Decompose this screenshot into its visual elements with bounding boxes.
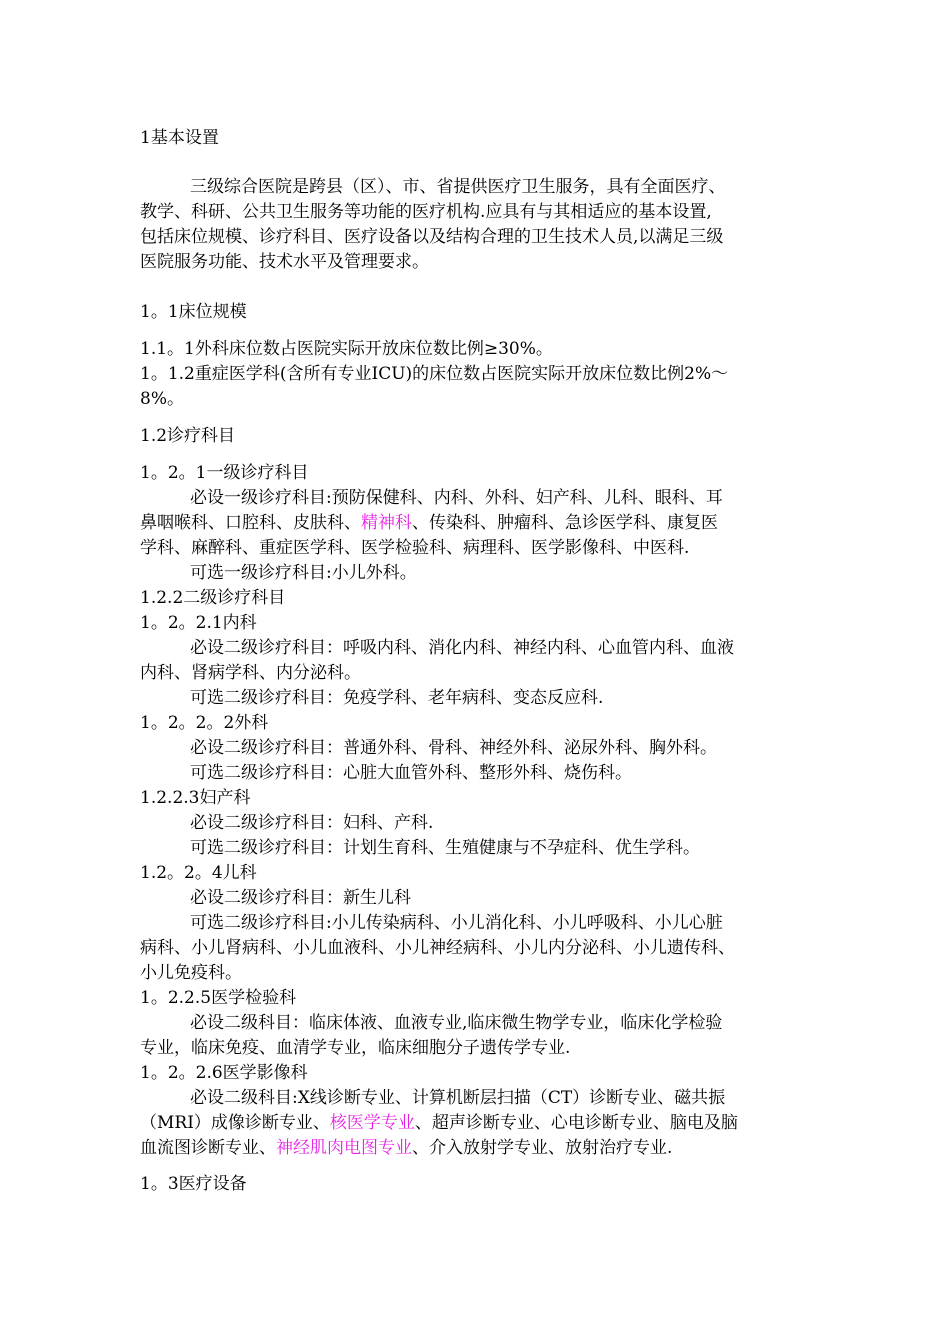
section-heading-1-3: 1。3医疗设备	[140, 1174, 247, 1194]
highlight-psychiatry: 精神科	[361, 513, 412, 533]
ek-opt-line-3: 小儿免疫科。	[140, 963, 242, 983]
heading-1-2-2-5: 1。2.2.5医学检验科	[140, 988, 297, 1008]
item-1-1-1: 1.1。1外科床位数占医院实际开放床位数比例≥30%。	[140, 339, 553, 359]
wk-req-line: 必设二级诊疗科目：普通外科、骨科、神经外科、泌尿外科、胸外科。	[190, 738, 717, 758]
heading-1-2-2: 1.2.2二级诊疗科目	[140, 588, 286, 608]
opt1-line: 可选一级诊疗科目:小儿外科。	[190, 563, 417, 583]
fc-req-line: 必设二级诊疗科目：妇科、产科.	[190, 813, 434, 833]
heading-1-2-2-6: 1。2。2.6医学影像科	[140, 1063, 308, 1083]
section-heading-1: 1基本设置	[140, 128, 219, 148]
ek-opt-line-1: 可选二级诊疗科目:小儿传染病科、小儿消化科、小儿呼吸科、小儿心脏	[190, 913, 723, 933]
yx-line-2	[140, 1111, 738, 1135]
req1-line-2-part-2: 、传染科、肿瘤科、急诊医学科、康复医	[412, 513, 718, 533]
intro-line-2: 教学、科研、公共卫生服务等功能的医疗机构.应具有与其相适应的基本设置,	[140, 202, 712, 222]
yx-line-3	[140, 1136, 672, 1160]
req1-line-2-part-1: 鼻咽喉科、口腔科、皮肤科、	[140, 513, 361, 533]
jy-req-line-2: 专业，临床免疫、血清学专业，临床细胞分子遗传学专业.	[140, 1038, 571, 1058]
req1-line-3: 学科、麻醉科、重症医学科、医学检验科、病理科、医学影像科、中医科.	[140, 538, 690, 558]
item-1-1-2-line-1: 1。1.2重症医学科(含所有专业ICU)的床位数占医院实际开放床位数比例2%～	[140, 364, 729, 384]
req1-line-2	[140, 511, 718, 535]
heading-1-2-2-3: 1.2.2.3妇产科	[140, 788, 251, 808]
yx-line-2-part-2: 、超声诊断专业、心电诊断专业、脑电及脑	[414, 1113, 738, 1133]
ek-req-line: 必设二级诊疗科目：新生儿科	[190, 888, 411, 908]
nk-req-line-2: 内科、肾病学科、内分泌科。	[140, 663, 361, 683]
highlight-nuclear-medicine: 核医学专业	[329, 1113, 415, 1133]
heading-1-2-2-4: 1.2。2。4儿科	[140, 863, 257, 883]
item-1-1-2-line-2: 8%。	[140, 389, 184, 409]
yx-line-3-part-2: 、介入放射学专业、放射治疗专业.	[412, 1138, 673, 1158]
nk-opt-line: 可选二级诊疗科目：免疫学科、老年病科、变态反应科.	[190, 688, 604, 708]
wk-opt-line: 可选二级诊疗科目：心脏大血管外科、整形外科、烧伤科。	[190, 763, 632, 783]
fc-opt-line: 可选二级诊疗科目：计划生育科、生殖健康与不孕症科、优生学科。	[190, 838, 700, 858]
req1-line-1: 必设一级诊疗科目:预防保健科、内科、外科、妇产科、儿科、眼科、耳	[190, 488, 723, 508]
jy-req-line-1: 必设二级科目：临床体液、血液专业,临床微生物学专业，临床化学检验	[190, 1013, 723, 1033]
heading-1-2-2-2: 1。2。2。2外科	[140, 713, 269, 733]
highlight-emg: 神经肌肉电图专业	[276, 1138, 412, 1158]
section-heading-1-1: 1。1床位规模	[140, 302, 247, 322]
section-heading-1-2: 1.2诊疗科目	[140, 426, 236, 446]
yx-line-3-part-1: 血流图诊断专业、	[140, 1138, 276, 1158]
nk-req-line-1: 必设二级诊疗科目：呼吸内科、消化内科、神经内科、心血管内科、血液	[190, 638, 734, 658]
heading-1-2-2-1: 1。2。2.1内科	[140, 613, 257, 633]
intro-line-1: 三级综合医院是跨县（区）、市、省提供医疗卫生服务，具有全面医疗、	[190, 177, 726, 197]
intro-line-3: 包括床位规模、诊疗科目、医疗设备以及结构合理的卫生技术人员,以满足三级	[140, 227, 724, 247]
ek-opt-line-2: 病科、小儿肾病科、小儿血液科、小儿神经病科、小儿内分泌科、小儿遗传科、	[140, 938, 735, 958]
yx-line-1: 必设二级科目:X线诊断专业、计算机断层扫描（CT）诊断专业、磁共振	[190, 1088, 726, 1108]
intro-line-4: 医院服务功能、技术水平及管理要求。	[140, 252, 429, 272]
heading-1-2-1: 1。2。1一级诊疗科目	[140, 463, 309, 483]
yx-line-2-part-1: （MRI）成像诊断专业、	[140, 1113, 330, 1133]
